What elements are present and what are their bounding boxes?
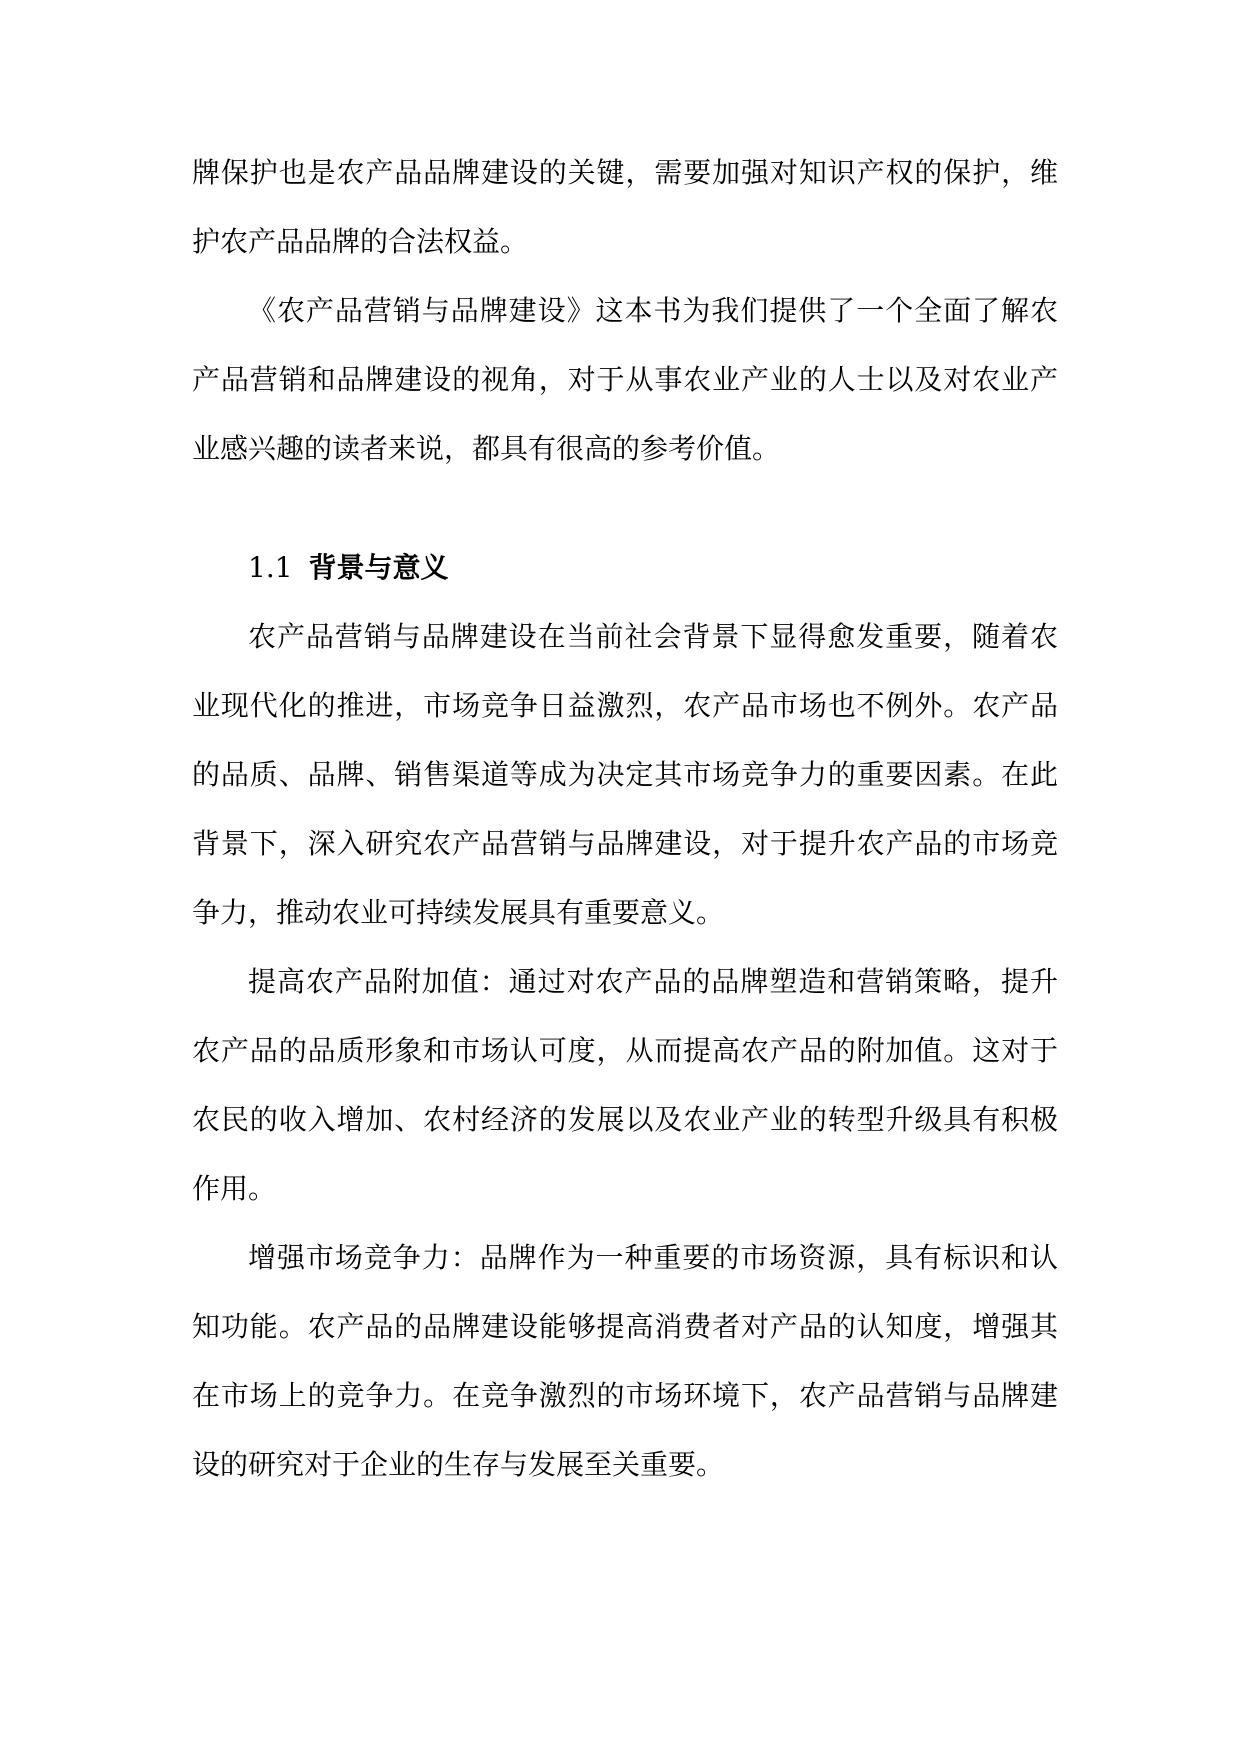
paragraph-background: 农产品营销与品牌建设在当前社会背景下显得愈发重要，随着农业现代化的推进，市场竞争日益激烈，农产品市场也不例外。农产品的品质、品牌、销售渠道等成为决定其市场竞争力的重要因素。在此背景下，深入研究农产品营销与品牌建设，对于提升农产品的市场竞争力，推动农业可持续发展具有重要意义。	[192, 620, 1058, 929]
section-heading	[192, 533, 1058, 602]
paragraph-competitiveness: 增强市场竞争力：品牌作为一种重要的市场资源，具有标识和认知功能。农产品的品牌建设能够提高消费者对产品的认知度，增强其在市场上的竞争力。在竞争激烈的市场环境下，农产品营销与品牌建设的研究对于企业的生存与发展至关重要。	[192, 1241, 1058, 1481]
paragraph-added-value: 提高农产品附加值：通过对农产品的品牌塑造和营销策略，提升农产品的品质形象和市场认可度，从而提高农产品的附加值。这对于农民的收入增加、农村经济的发展以及农业产业的转型升级具有积极作用。	[192, 965, 1058, 1205]
document-body	[192, 138, 1058, 1499]
paragraph-book-summary: 《农产品营销与品牌建设》这本书为我们提供了一个全面了解农产品营销和品牌建设的视角，对于从事农业产业的人士以及对农业产业感兴趣的读者来说，都具有很高的参考价值。	[192, 294, 1058, 465]
section-title: 背景与意义	[308, 551, 449, 584]
section-number: 1.1	[248, 551, 293, 584]
paragraph-continuation: 牌保护也是农产品品牌建设的关键，需要加强对知识产权的保护，维护农产品品牌的合法权益。	[192, 156, 1058, 258]
